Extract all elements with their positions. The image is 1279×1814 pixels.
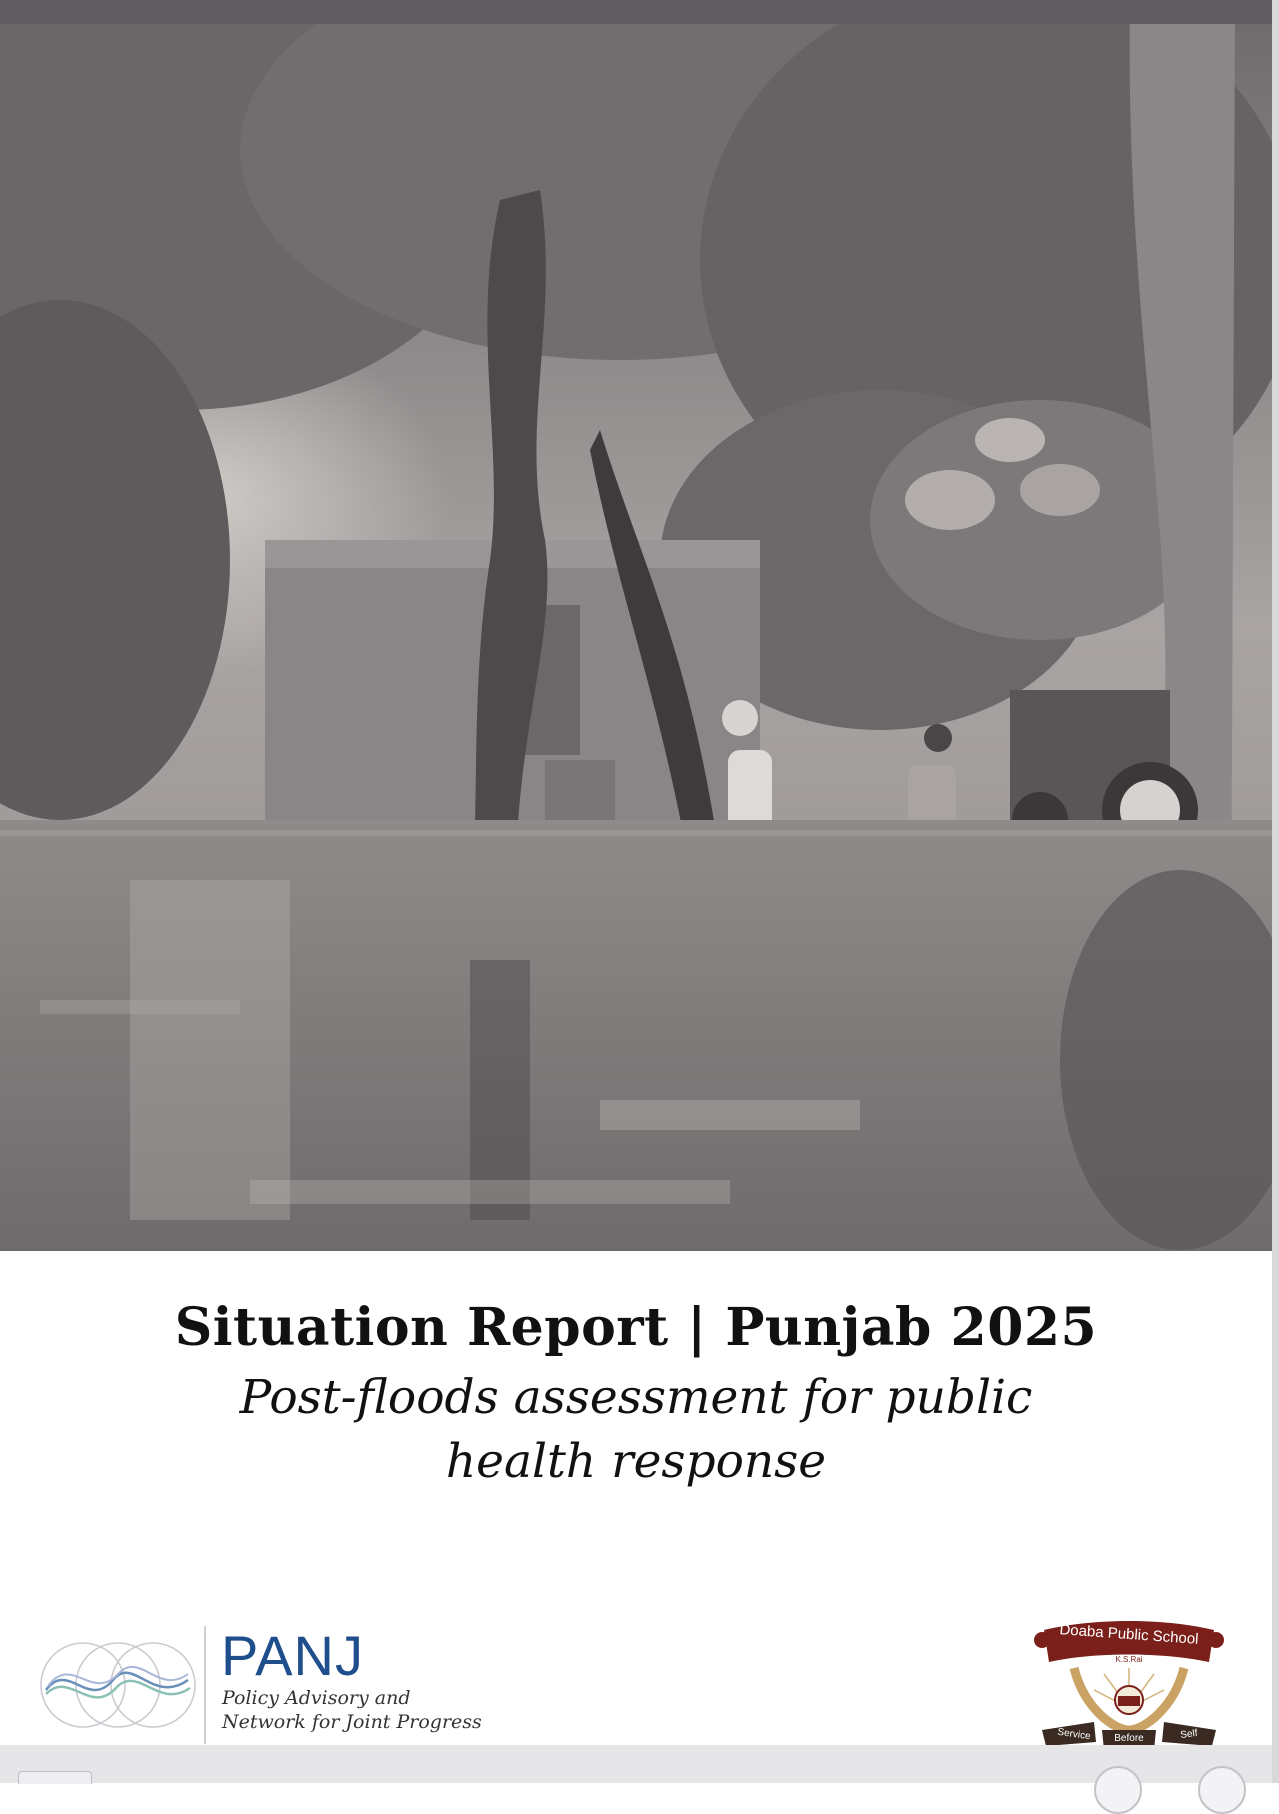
school-motto-2: Before [1114,1733,1144,1744]
school-place: K.S.Rai [1115,1655,1143,1664]
panj-tagline [222,1686,522,1734]
school-name: Doaba Public School [1058,1621,1200,1648]
panj-logo-icon [38,1630,198,1740]
top-edge-strip [0,0,1272,24]
school-motto-1: Service [1056,1726,1092,1743]
viewer-control-button[interactable] [1094,1766,1142,1814]
report-subtitle: Post-floods assessment for public health response [239,1370,1033,1489]
viewer-bottom-bar [0,1745,1272,1783]
viewer-control-button[interactable] [1198,1766,1246,1814]
panj-tagline-line-2: Network for Joint Progress [222,1711,482,1733]
thumbnail-tab[interactable] [18,1771,92,1784]
panj-name: PANJ [221,1624,364,1687]
logo-divider [204,1626,206,1744]
report-title: Situation Report | Punjab 2025 [174,1297,1098,1358]
page-right-edge [1272,0,1279,1783]
doaba-school-emblem-icon [1024,1618,1234,1745]
title-block [0,1296,1272,1494]
school-motto-3: Self [1179,1727,1199,1742]
panj-tagline-line-1: Policy Advisory and [222,1687,411,1709]
